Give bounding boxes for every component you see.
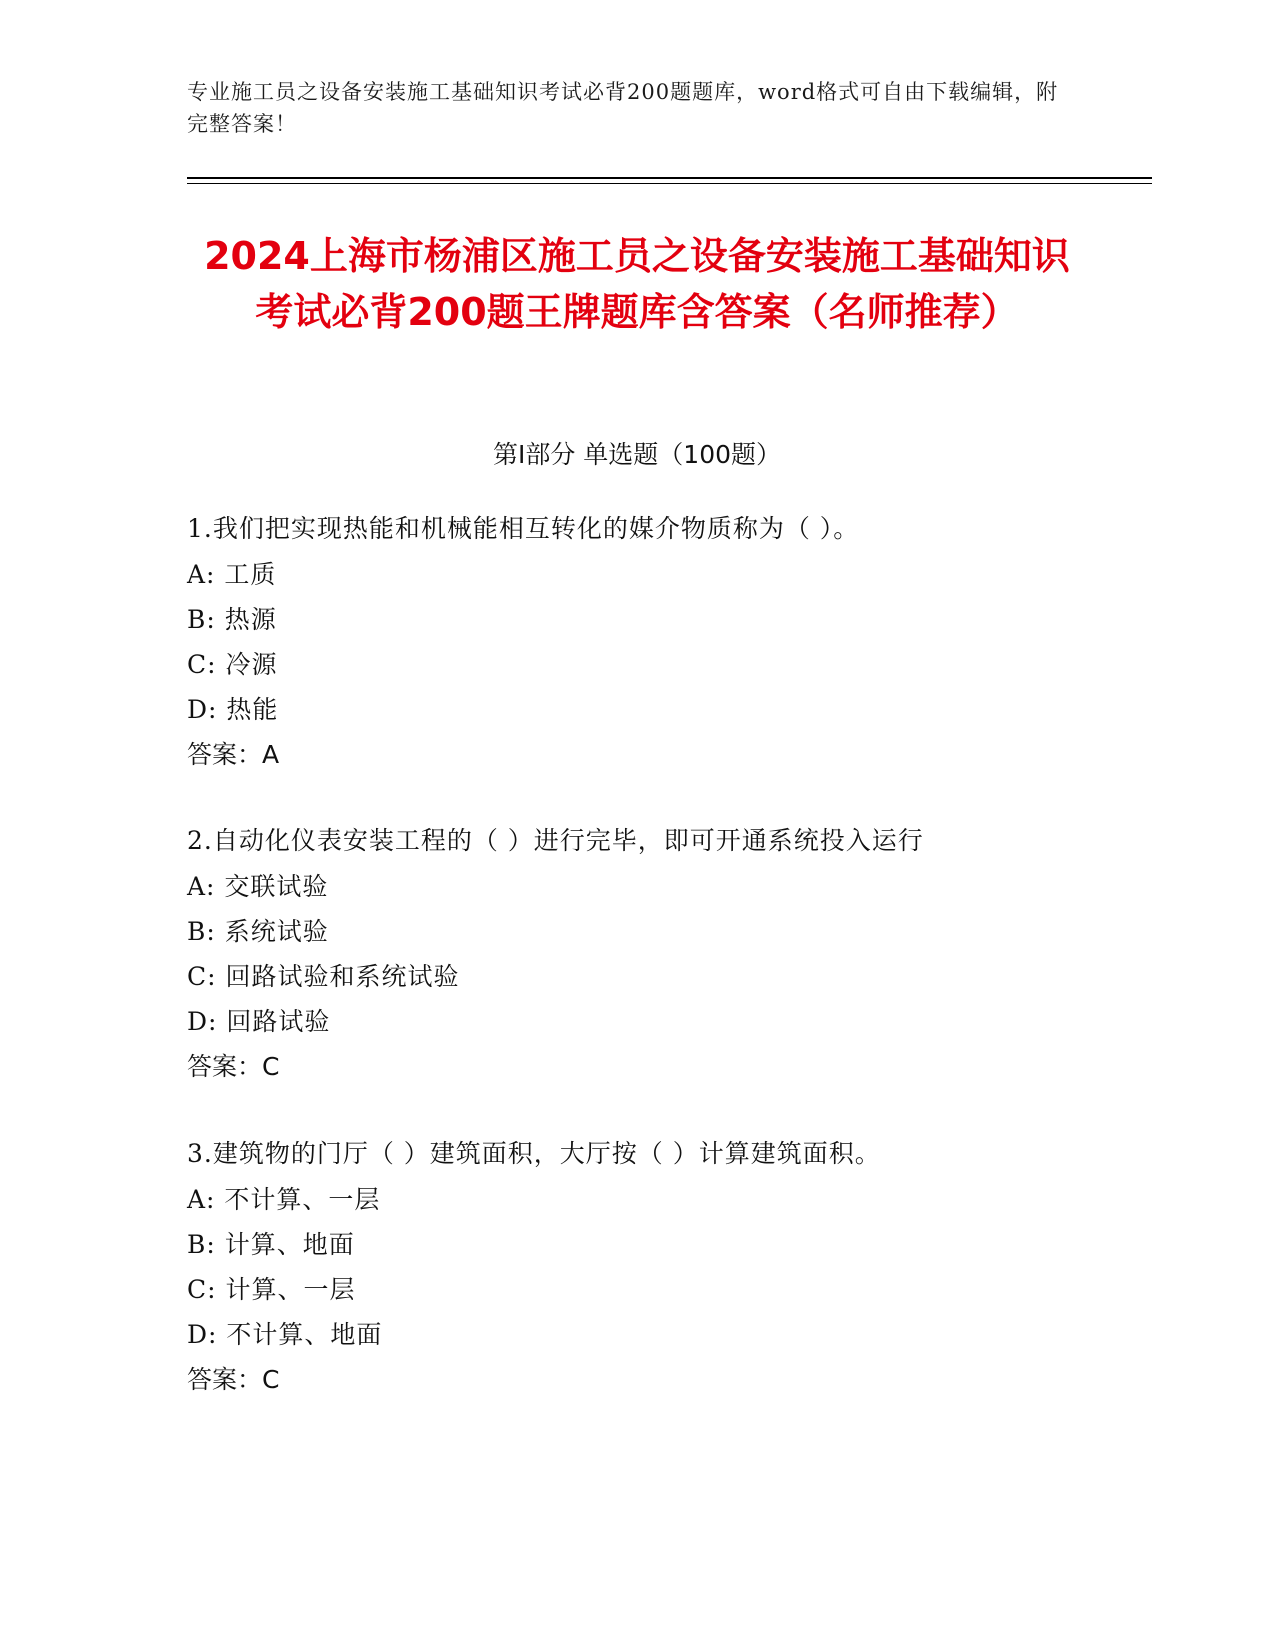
header-note: 专业施工员之设备安装施工基础知识考试必背200题题库，word格式可自由下载编辑，附完整答案！ <box>187 80 1059 136</box>
document-title: 2024上海市杨浦区施工员之设备安装施工基础知识考试必背200题王牌题库含答案（名师推荐） <box>204 234 1070 334</box>
answer: 答案：A <box>187 740 280 769</box>
section-title: 第Ⅰ部分 单选题（100题） <box>492 440 782 469</box>
option-d: D: 热能 <box>187 695 279 724</box>
option-b: B: 系统试验 <box>187 917 329 946</box>
question-2 <box>187 824 1107 1095</box>
question-3 <box>187 1137 1107 1408</box>
option-d: D: 不计算、地面 <box>187 1320 383 1349</box>
question-stem: 1.我们把实现热能和机械能相互转化的媒介物质称为（ ）。 <box>187 514 860 543</box>
option-a: A: 工质 <box>187 560 277 589</box>
answer: 答案：C <box>187 1052 280 1081</box>
question-stem: 3.建筑物的门厅（ ）建筑面积，大厅按（ ）计算建筑面积。 <box>187 1139 881 1168</box>
option-a: A: 交联试验 <box>187 872 329 901</box>
option-d: D: 回路试验 <box>187 1007 331 1036</box>
option-b: B: 热源 <box>187 605 277 634</box>
header-rule-thick <box>187 177 1152 179</box>
question-stem: 2.自动化仪表安装工程的（ ）进行完毕，即可开通系统投入运行 <box>187 826 924 855</box>
question-1 <box>187 512 1107 783</box>
option-c: C: 回路试验和系统试验 <box>187 962 460 991</box>
answer: 答案：C <box>187 1365 280 1394</box>
option-c: C: 计算、一层 <box>187 1275 356 1304</box>
header-rule-thin <box>187 183 1152 184</box>
option-c: C: 冷源 <box>187 650 278 679</box>
option-a: A: 不计算、一层 <box>187 1185 381 1214</box>
option-b: B: 计算、地面 <box>187 1230 355 1259</box>
